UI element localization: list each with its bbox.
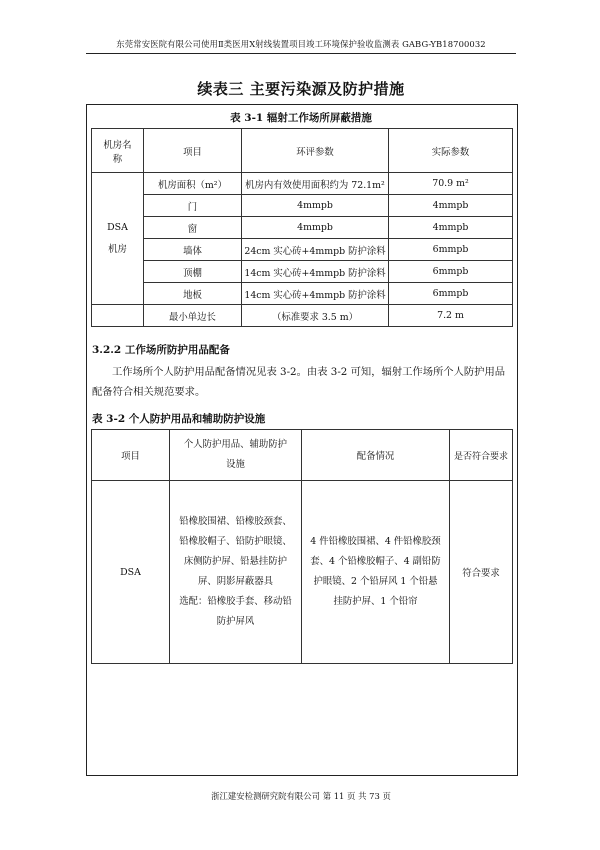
section-paragraph: 工作场所个人防护用品配备情况见表 3-2。由表 3-2 可知，辐射工作场所个人防护用品配备符合相关规范要求。: [92, 366, 506, 398]
compliance-cell: 符合要求: [450, 481, 513, 664]
table-row: [92, 283, 513, 305]
table2-title: 表 3-2 个人防护用品和辅助防护设施: [92, 413, 266, 425]
actual-cell: 7.2 m: [389, 305, 513, 327]
actual-cell: 6mmpb: [389, 283, 513, 305]
room-name-cell: DSA 机房: [92, 173, 144, 305]
eia-cell: 14cm 实心砖+4mmpb 防护涂料: [242, 261, 389, 283]
header-item: 项目: [144, 129, 242, 173]
table-row: [92, 239, 513, 261]
eia-cell: 4mmpb: [242, 195, 389, 217]
item-cell: 机房面积（m²）: [144, 173, 242, 195]
item-cell: 顶棚: [144, 261, 242, 283]
page-title: 续表三 主要污染源及防护措施: [197, 80, 405, 98]
empty-room-cell: [92, 305, 144, 327]
table-row: [92, 173, 513, 195]
item-cell: DSA: [92, 481, 170, 664]
table-header-row: [92, 129, 513, 173]
table-header-row: [92, 430, 513, 481]
shielding-table: [91, 128, 513, 327]
eia-cell: （标准要求 3.5 m）: [242, 305, 389, 327]
eia-cell: 24cm 实心砖+4mmpb 防护涂料: [242, 239, 389, 261]
table-row: [92, 195, 513, 217]
eia-cell: 14cm 实心砖+4mmpb 防护涂料: [242, 283, 389, 305]
actual-cell: 6mmpb: [389, 261, 513, 283]
item-cell: 门: [144, 195, 242, 217]
actual-cell: 70.9 m²: [389, 173, 513, 195]
table-row: [92, 217, 513, 239]
header-rule: [86, 53, 516, 54]
eia-cell: 4mmpb: [242, 217, 389, 239]
header-compliance: 是否符合要求: [450, 430, 513, 481]
status-cell: 4 件铅橡胶围裙、4 件铅橡胶颈套、4 个铅橡胶帽子、4 副铅防护眼镜、2 个铅屏风 1 个铅悬挂防护屏、1 个铅帘: [302, 481, 450, 664]
table-row: [92, 305, 513, 327]
item-cell: 地板: [144, 283, 242, 305]
page-header: 东莞常安医院有限公司使用Ⅱ类医用X射线装置项目竣工环境保护验收监测表 GABG-YB18700032: [116, 39, 486, 49]
header-status: 配备情况: [302, 430, 450, 481]
actual-cell: 4mmpb: [389, 217, 513, 239]
header-eia-params: 环评参数: [242, 129, 389, 173]
actual-cell: 4mmpb: [389, 195, 513, 217]
equipment-cell: 铅橡胶围裙、铅橡胶颈套、铅橡胶帽子、铅防护眼镜、床侧防护屏、铅悬挂防护屏、阴影屏蔽器具 选配：铅橡胶手套、移动铅防护屏风: [170, 481, 302, 664]
table1-title: 表 3-1 辐射工作场所屏蔽措施: [230, 112, 372, 124]
header-room-name: 机房名称: [92, 129, 144, 173]
header-equipment: 个人防护用品、辅助防护设施: [170, 430, 302, 481]
header-item: 项目: [92, 430, 170, 481]
item-cell: 墙体: [144, 239, 242, 261]
item-cell: 最小单边长: [144, 305, 242, 327]
page-footer: 浙江建安检测研究院有限公司 第 11 页 共 73 页: [211, 791, 391, 801]
eia-cell: 机房内有效使用面积约为 72.1m²: [242, 173, 389, 195]
actual-cell: 6mmpb: [389, 239, 513, 261]
protection-equipment-table: [91, 429, 513, 664]
section-heading: 3.2.2 工作场所防护用品配备: [92, 344, 230, 356]
item-cell: 窗: [144, 217, 242, 239]
table-row: [92, 261, 513, 283]
header-actual-params: 实际参数: [389, 129, 513, 173]
table-row: [92, 481, 513, 664]
